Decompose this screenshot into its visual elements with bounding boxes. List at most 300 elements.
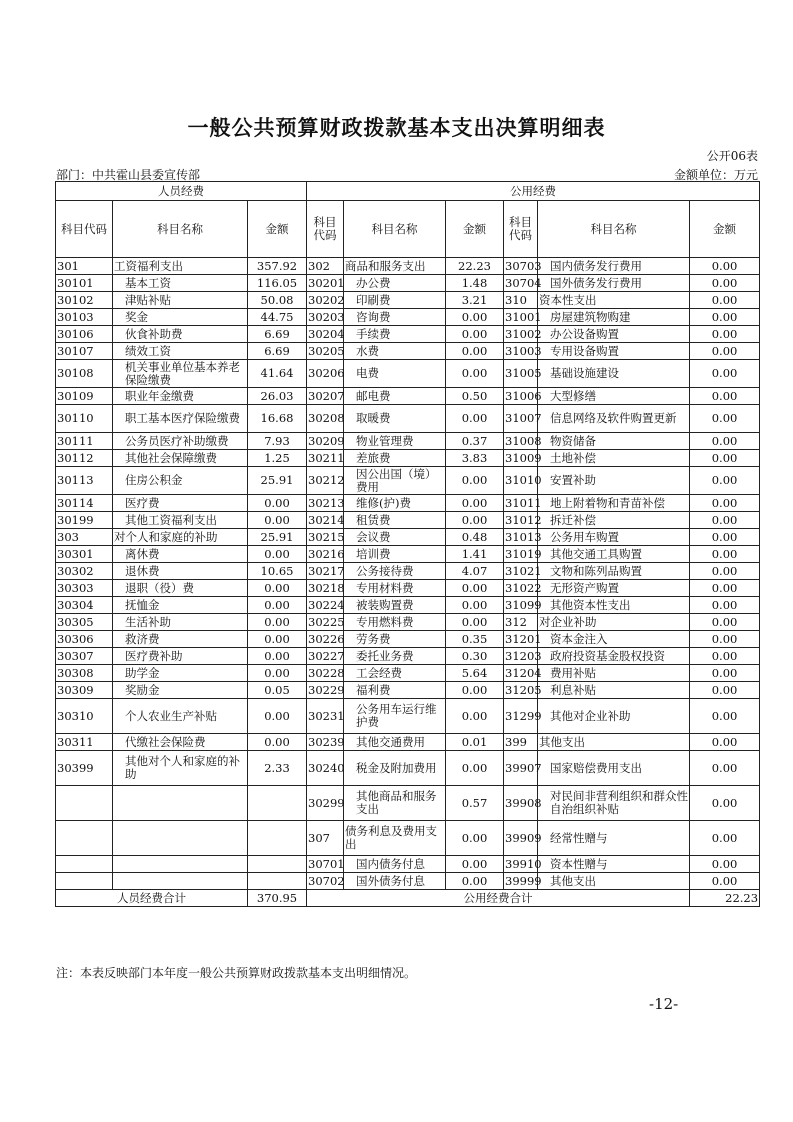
- cell-amount: 0.50: [446, 388, 504, 405]
- cell-name: 退职（役）费: [113, 580, 248, 597]
- cell-amount: 0.00: [248, 546, 307, 563]
- cell-amount: 0.48: [446, 529, 504, 546]
- page-title: 一般公共预算财政拨款基本支出决算明细表: [187, 116, 606, 140]
- cell-code: 30107: [56, 343, 113, 360]
- table-row: [56, 614, 760, 631]
- table-row: [56, 563, 760, 580]
- cell-code: 30225: [308, 614, 345, 629]
- cell-amount: 0.57: [446, 786, 504, 821]
- cell-amount: 0.00: [248, 631, 307, 648]
- cell-name: 公务员医疗补助缴费: [113, 433, 248, 450]
- table-row: [56, 512, 760, 529]
- cell-amount: 0.00: [690, 665, 760, 682]
- cell-code: 30214: [308, 512, 345, 527]
- cell-code: 31201: [505, 631, 542, 646]
- cell-code: 310: [504, 292, 538, 309]
- cell-amount: 0.00: [690, 512, 760, 529]
- cell-code: 30106: [56, 326, 113, 343]
- cell-code: 30216: [308, 546, 345, 561]
- cell-code: 31009: [505, 450, 542, 465]
- cell-code: 30109: [56, 388, 113, 405]
- cell-name: 机关事业单位基本养老保险缴费: [113, 360, 248, 388]
- cell-name: 政府投资基金股权投资: [538, 648, 690, 665]
- col-amount: 金额: [446, 201, 504, 258]
- cell-name: 资本性赠与: [538, 856, 690, 873]
- cell-amount: 0.00: [690, 388, 760, 405]
- cell-name: 委托业务费: [344, 648, 446, 665]
- cell-name: 工资福利支出: [113, 258, 248, 275]
- cell-name: 其他商品和服务支出: [344, 786, 446, 821]
- cell-code: [56, 786, 113, 821]
- cell-amount: [248, 786, 307, 821]
- cell-name: 生活补助: [113, 614, 248, 631]
- table-row: [56, 821, 760, 856]
- totals-row: [56, 890, 760, 907]
- cell-code: 30704: [505, 275, 542, 290]
- cell-name: 安置补助: [538, 467, 690, 495]
- cell-name: 其他支出: [538, 873, 690, 890]
- cell-code: 30239: [308, 734, 345, 749]
- table-row: [56, 873, 760, 890]
- cell-amount: 0.00: [690, 433, 760, 450]
- cell-name: 其他交通工具购置: [538, 546, 690, 563]
- cell-code: 30702: [308, 873, 345, 888]
- cell-name: 个人农业生产补贴: [113, 699, 248, 734]
- group-personnel: 人员经费: [56, 182, 307, 201]
- cell-code: [56, 821, 113, 856]
- cell-amount: 4.07: [446, 563, 504, 580]
- cell-amount: 22.23: [446, 258, 504, 275]
- cell-name: 职工基本医疗保险缴费: [113, 405, 248, 433]
- cell-amount: 0.00: [446, 873, 504, 890]
- group-header-row: [56, 182, 760, 201]
- table-row: [56, 450, 760, 467]
- table-row: [56, 467, 760, 495]
- cell-amount: 0.00: [690, 734, 760, 751]
- cell-amount: 0.00: [690, 258, 760, 275]
- cell-amount: 0.00: [446, 856, 504, 873]
- cell-code: 30703: [505, 258, 542, 273]
- cell-code: 30304: [56, 597, 113, 614]
- table-row: [56, 529, 760, 546]
- cell-code: 30302: [56, 563, 113, 580]
- cell-amount: 25.91: [248, 529, 307, 546]
- cell-code: 30306: [56, 631, 113, 648]
- cell-code: 31001: [505, 309, 542, 324]
- cell-amount: 0.00: [446, 309, 504, 326]
- cell-name: 费用补贴: [538, 665, 690, 682]
- cell-name: 文物和陈列品购置: [538, 563, 690, 580]
- cell-name: 培训费: [344, 546, 446, 563]
- cell-code: 30207: [308, 388, 345, 403]
- cell-amount: 0.05: [248, 682, 307, 699]
- table-row: [56, 360, 760, 388]
- cell-amount: [248, 873, 307, 890]
- cell-name: 国外债务付息: [344, 873, 446, 890]
- cell-name: 职业年金缴费: [113, 388, 248, 405]
- cell-amount: 0.00: [690, 467, 760, 495]
- cell-amount: 0.00: [446, 360, 504, 388]
- cell-code: 31002: [505, 326, 542, 341]
- table-row: [56, 665, 760, 682]
- cell-name: 助学金: [113, 665, 248, 682]
- cell-amount: 0.00: [446, 343, 504, 360]
- cell-amount: 116.05: [248, 275, 307, 292]
- cell-code: 31203: [505, 648, 542, 663]
- cell-amount: 0.00: [446, 821, 504, 856]
- cell-amount: 0.00: [446, 699, 504, 734]
- cell-amount: 0.00: [446, 495, 504, 512]
- cell-name: 其他社会保障缴费: [113, 450, 248, 467]
- cell-name: 其他交通费用: [344, 734, 446, 751]
- cell-amount: [248, 856, 307, 873]
- cell-name: 公务用车购置: [538, 529, 690, 546]
- cell-name: 资本金注入: [538, 631, 690, 648]
- cell-code: [56, 856, 113, 873]
- cell-amount: 0.30: [446, 648, 504, 665]
- cell-code: 30213: [308, 495, 345, 510]
- cell-name: 印刷费: [344, 292, 446, 309]
- department-label: 部门：中共霍山县委宣传部: [56, 168, 201, 182]
- cell-code: 31205: [505, 682, 542, 697]
- cell-code: 30101: [56, 275, 113, 292]
- cell-amount: 0.00: [248, 734, 307, 751]
- cell-code: 30102: [56, 292, 113, 309]
- cell-name: 奖励金: [113, 682, 248, 699]
- cell-name: 对个人和家庭的补助: [113, 529, 248, 546]
- cell-name: 专用燃料费: [344, 614, 446, 631]
- cell-code: 30227: [308, 648, 345, 663]
- cell-amount: 0.01: [446, 734, 504, 751]
- table-row: [56, 648, 760, 665]
- cell-amount: 0.00: [690, 873, 760, 890]
- cell-code: 31204: [505, 665, 542, 680]
- cell-name: 医疗费补助: [113, 648, 248, 665]
- cell-name: 住房公积金: [113, 467, 248, 495]
- cell-amount: 0.00: [446, 512, 504, 529]
- cell-name: 其他工资福利支出: [113, 512, 248, 529]
- table-row: [56, 275, 760, 292]
- table-row: [56, 734, 760, 751]
- cell-amount: 0.00: [690, 821, 760, 856]
- cell-amount: 0.00: [690, 292, 760, 309]
- cell-code: 30108: [56, 360, 113, 388]
- table-row: [56, 631, 760, 648]
- cell-code: 30308: [56, 665, 113, 682]
- cell-code: 30701: [308, 856, 345, 871]
- cell-code: 30202: [308, 292, 345, 307]
- cell-name: 福利费: [344, 682, 446, 699]
- cell-name: 其他对企业补助: [538, 699, 690, 734]
- cell-code: 30209: [308, 433, 345, 448]
- cell-amount: 1.48: [446, 275, 504, 292]
- cell-amount: 0.00: [690, 751, 760, 786]
- cell-name: 租赁费: [344, 512, 446, 529]
- cell-amount: 0.00: [446, 405, 504, 433]
- cell-name: 医疗费: [113, 495, 248, 512]
- cell-name: 基本工资: [113, 275, 248, 292]
- cell-code: 30112: [56, 450, 113, 467]
- cell-amount: 0.00: [446, 580, 504, 597]
- cell-code: 31006: [505, 388, 542, 403]
- public-total-amount: 22.23: [690, 890, 760, 907]
- cell-code: 303: [56, 529, 113, 546]
- cell-name: 无形资产购置: [538, 580, 690, 597]
- cell-code: 30310: [56, 699, 113, 734]
- cell-name: [113, 786, 248, 821]
- cell-amount: 0.00: [248, 614, 307, 631]
- cell-amount: 0.00: [248, 512, 307, 529]
- cell-name: 会议费: [344, 529, 446, 546]
- cell-code: 30111: [56, 433, 113, 450]
- cell-amount: 50.08: [248, 292, 307, 309]
- cell-amount: 0.00: [690, 699, 760, 734]
- cell-name: 代缴社会保险费: [113, 734, 248, 751]
- cell-name: 信息网络及软件购置更新: [538, 405, 690, 433]
- table-row: [56, 258, 760, 275]
- cell-name: 因公出国（境）费用: [344, 467, 446, 495]
- cell-amount: 0.00: [690, 631, 760, 648]
- cell-name: 差旅费: [344, 450, 446, 467]
- cell-code: 31007: [504, 405, 538, 433]
- cell-amount: 0.00: [690, 326, 760, 343]
- cell-code: 307: [307, 821, 344, 856]
- cell-name: 专用设备购置: [538, 343, 690, 360]
- cell-amount: 0.00: [690, 856, 760, 873]
- cell-amount: 0.00: [690, 563, 760, 580]
- cell-amount: 0.00: [690, 495, 760, 512]
- cell-code: 30206: [307, 360, 344, 388]
- cell-amount: 0.00: [446, 682, 504, 699]
- cell-code: 30305: [56, 614, 113, 631]
- public-total-label: 公用经费合计: [307, 890, 690, 907]
- cell-name: 劳务费: [344, 631, 446, 648]
- cell-amount: 0.00: [248, 495, 307, 512]
- cell-code: 30229: [308, 682, 345, 697]
- cell-name: 商品和服务支出: [344, 258, 446, 275]
- col-name: 科目名称: [538, 201, 690, 258]
- cell-name: 绩效工资: [113, 343, 248, 360]
- cell-amount: 0.00: [690, 343, 760, 360]
- table-row: [56, 292, 760, 309]
- cell-amount: 0.00: [690, 529, 760, 546]
- table-row: [56, 786, 760, 821]
- cell-code: 31022: [505, 580, 542, 595]
- page-number: -12-: [649, 995, 679, 1013]
- cell-amount: 6.69: [248, 326, 307, 343]
- cell-code: 30299: [307, 786, 344, 821]
- cell-name: 其他支出: [538, 734, 690, 751]
- cell-name: 维修(护)费: [344, 495, 446, 512]
- cell-amount: 44.75: [248, 309, 307, 326]
- table-row: [56, 856, 760, 873]
- cell-amount: 3.83: [446, 450, 504, 467]
- cell-amount: 41.64: [248, 360, 307, 388]
- cell-name: 土地补偿: [538, 450, 690, 467]
- cell-name: 抚恤金: [113, 597, 248, 614]
- cell-name: [113, 821, 248, 856]
- cell-amount: 0.35: [446, 631, 504, 648]
- cell-name: 对企业补助: [538, 614, 690, 631]
- table-row: [56, 597, 760, 614]
- table-row: [56, 546, 760, 563]
- cell-name: 物业管理费: [344, 433, 446, 450]
- cell-code: 39999: [505, 873, 542, 888]
- cell-amount: 0.00: [690, 546, 760, 563]
- cell-name: 邮电费: [344, 388, 446, 405]
- cell-amount: 357.92: [248, 258, 307, 275]
- table-row: [56, 388, 760, 405]
- cell-amount: 0.37: [446, 433, 504, 450]
- cell-name: 国内债务发行费用: [538, 258, 690, 275]
- cell-code: 31021: [505, 563, 542, 578]
- cell-name: 债务利息及费用支出: [344, 821, 446, 856]
- cell-code: 30201: [308, 275, 345, 290]
- cell-amount: [248, 821, 307, 856]
- personnel-total-amount: 370.95: [248, 890, 307, 907]
- cell-amount: 0.00: [690, 309, 760, 326]
- cell-amount: 0.00: [690, 275, 760, 292]
- cell-code: 31013: [505, 529, 542, 544]
- unit-label: 金额单位：万元: [673, 168, 758, 182]
- group-public: 公用经费: [307, 182, 760, 201]
- cell-code: 30205: [308, 343, 345, 358]
- cell-code: 30103: [56, 309, 113, 326]
- cell-amount: 7.93: [248, 433, 307, 450]
- cell-amount: 0.00: [446, 326, 504, 343]
- cell-code: 31299: [504, 699, 538, 734]
- cell-name: 被装购置费: [344, 597, 446, 614]
- table-row: [56, 326, 760, 343]
- table-row: [56, 699, 760, 734]
- cell-code: 30113: [56, 467, 113, 495]
- cell-code: 30114: [56, 495, 113, 512]
- cell-code: 31012: [505, 512, 542, 527]
- col-code: 科目代码: [307, 201, 344, 258]
- cell-code: 31010: [504, 467, 538, 495]
- cell-code: 30199: [56, 512, 113, 529]
- cell-name: 专用材料费: [344, 580, 446, 597]
- cell-name: 基础设施建设: [538, 360, 690, 388]
- cell-code: 30311: [56, 734, 113, 751]
- cell-amount: 0.00: [690, 786, 760, 821]
- cell-amount: 25.91: [248, 467, 307, 495]
- cell-name: 大型修缮: [538, 388, 690, 405]
- cell-amount: 0.00: [690, 648, 760, 665]
- cell-name: 办公设备购置: [538, 326, 690, 343]
- cell-code: 30110: [56, 405, 113, 433]
- cell-code: 31099: [505, 597, 542, 612]
- cell-amount: 0.00: [690, 360, 760, 388]
- cell-name: 国家赔偿费用支出: [538, 751, 690, 786]
- table-row: [56, 343, 760, 360]
- footnote: 注：本表反映部门本年度一般公共预算财政拨款基本支出明细情况。: [56, 966, 417, 980]
- cell-code: 30211: [308, 450, 345, 465]
- cell-code: 301: [56, 258, 113, 275]
- cell-amount: 3.21: [446, 292, 504, 309]
- cell-code: 30231: [307, 699, 344, 734]
- table-row: [56, 580, 760, 597]
- table-row: [56, 433, 760, 450]
- table-row: [56, 751, 760, 786]
- cell-code: 39908: [504, 786, 538, 821]
- cell-code: 31005: [504, 360, 538, 388]
- cell-amount: 1.41: [446, 546, 504, 563]
- cell-code: 31011: [505, 495, 542, 510]
- cell-code: 30228: [308, 665, 345, 680]
- cell-amount: 5.64: [446, 665, 504, 682]
- cell-name: 拆迁补偿: [538, 512, 690, 529]
- cell-code: 30303: [56, 580, 113, 597]
- cell-name: 利息补贴: [538, 682, 690, 699]
- cell-amount: 0.00: [248, 597, 307, 614]
- cell-name: 物资储备: [538, 433, 690, 450]
- cell-amount: 0.00: [446, 467, 504, 495]
- cell-name: 公务接待费: [344, 563, 446, 580]
- col-amount: 金额: [690, 201, 760, 258]
- cell-code: 30240: [307, 751, 344, 786]
- cell-code: 30217: [308, 563, 345, 578]
- cell-amount: 0.00: [248, 665, 307, 682]
- cell-name: 津贴补贴: [113, 292, 248, 309]
- table-row: [56, 309, 760, 326]
- cell-name: 离休费: [113, 546, 248, 563]
- cell-amount: 0.00: [690, 597, 760, 614]
- cell-name: 奖金: [113, 309, 248, 326]
- cell-code: 30307: [56, 648, 113, 665]
- cell-name: [113, 873, 248, 890]
- cell-amount: 10.65: [248, 563, 307, 580]
- cell-amount: 26.03: [248, 388, 307, 405]
- cell-code: 399: [504, 734, 538, 751]
- col-name: 科目名称: [113, 201, 248, 258]
- table-row: [56, 495, 760, 512]
- col-code: 科目代码: [504, 201, 538, 258]
- cell-name: 资本性支出: [538, 292, 690, 309]
- cell-amount: 0.00: [446, 597, 504, 614]
- cell-name: 其他资本性支出: [538, 597, 690, 614]
- cell-name: 房屋建筑物购建: [538, 309, 690, 326]
- cell-code: 30208: [307, 405, 344, 433]
- column-header-row: [56, 201, 760, 258]
- cell-name: 工会经费: [344, 665, 446, 682]
- form-number: 公开06表: [706, 149, 758, 163]
- cell-amount: 0.00: [248, 580, 307, 597]
- cell-amount: 0.00: [248, 648, 307, 665]
- cell-name: 取暖费: [344, 405, 446, 433]
- cell-code: [56, 873, 113, 890]
- cell-amount: 0.00: [446, 614, 504, 631]
- cell-name: 咨询费: [344, 309, 446, 326]
- cell-code: 30399: [56, 751, 113, 786]
- col-name: 科目名称: [344, 201, 446, 258]
- cell-amount: 2.33: [248, 751, 307, 786]
- cell-name: 退休费: [113, 563, 248, 580]
- cell-name: 其他对个人和家庭的补助: [113, 751, 248, 786]
- cell-code: 30309: [56, 682, 113, 699]
- cell-code: 31008: [505, 433, 542, 448]
- cell-code: 30224: [308, 597, 345, 612]
- cell-code: 30226: [308, 631, 345, 646]
- cell-code: 30215: [308, 529, 345, 544]
- personnel-total-label: 人员经费合计: [56, 890, 248, 907]
- cell-amount: 0.00: [690, 682, 760, 699]
- col-code: 科目代码: [56, 201, 113, 258]
- col-amount: 金额: [248, 201, 307, 258]
- cell-name: 水费: [344, 343, 446, 360]
- cell-amount: 16.68: [248, 405, 307, 433]
- cell-code: 312: [504, 614, 538, 631]
